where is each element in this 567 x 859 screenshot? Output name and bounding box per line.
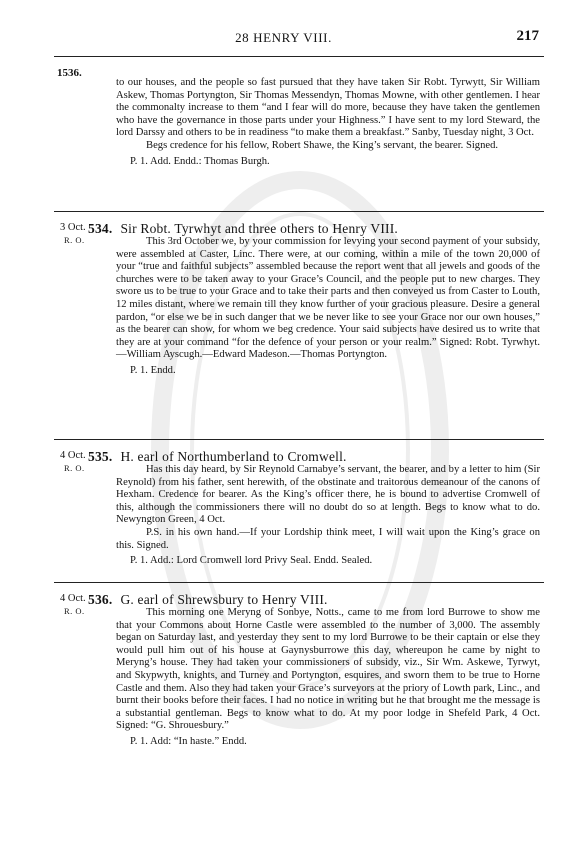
entry-heading: G. earl of Shrewsbury to Henry VIII. [120, 592, 328, 607]
entry-536 [88, 592, 540, 749]
entry-body: This 3rd October we, by your commission for levying your second payment of your subsidy, were assembled at Caster, Linc. There were, at our coming, within a mile of the town 20,000 of your “true and faithful subjects” assembled because the report went that all jewels and goods of the churches were to be taken away to your Grace’s Council, and the people put to new charges. They swore us to be true to your Grace and to take their parts and then conveyed us from Caster to Louth, 12 miles distant, where we remain till they know further of your gracious pleasure. Desire a general pardon, “or else we be in such danger that we be never like to see your Grace nor our own houses,” as the bearer can show, for whom we beg credence. Your said subjects have desired us to write that they are at your command “for the defence of your person or your realm.” Signed: Robt. Tyrwhyt.—William Ayscugh.—Edward Madeson.—Thomas Portyngton. [116, 236, 540, 361]
entry-535 [88, 449, 540, 568]
entry-body: This morning one Meryng of Sonbye, Notts., came to me from lord Burrowe to show me that your Commons about Horne Castle were assembled to the number of 3,000. The assembly began on Saturday last, and yesterday they sent to my lord Burrowe to be their captain or else they would pull him out of his house at Gaynysburrowe this day, whereupon he came by night to Meryng’s house. They had taken your commissioners of subsidy, viz., Sir Wm. Askewe, Tyrwyt, and Skypwyth, knights, and Turney and Portyngton, esquires, and sworn them to be true to Horne Castle and them. Also they had taken your Grace’s surveyors at the priory of Lowth park, Linc., and burnt their books before their faces. I had no notice in writing but he that brought me the message is a substantial gentleman. Begs to know what to do. At my poor lodge in Shefeld Park, 4 Oct. Signed: “G. Shrouesbury.” [116, 607, 540, 732]
entry-source: R. O. [64, 235, 85, 245]
entry-heading: H. earl of Northumberland to Cromwell. [120, 449, 347, 464]
running-head: 28 HENRY VIII. [235, 30, 332, 45]
entry-date: 3 Oct. [60, 222, 86, 233]
year-marker: 1536. [57, 67, 82, 79]
continuation-credence: Begs credence for his fellow, Robert Shawe, the King’s servant, the bearer. Signed. [146, 139, 499, 151]
entry-source: R. O. [64, 606, 85, 616]
page-header [0, 30, 567, 50]
entry-footer: P. 1. Endd. [130, 364, 176, 376]
entry-title [88, 592, 540, 607]
entry-534 [88, 221, 540, 378]
entry-body: Has this day heard, by Sir Reynold Carnabye’s servant, the bearer, and by a letter to him (Sir Reynold) from his father, sent herewith, of the obstinate and traitorous demeanour of the canons of Hexham. Credence for bearer. As the King’s officer there, he is bound to advertise Cromwell of this, although the commissioners there will no doubt do so at length. Begs to know what to do. Newyngton Green, 4 Oct. [116, 464, 540, 526]
entry-date: 4 Oct. [60, 593, 86, 604]
entry-number: 535. [88, 449, 113, 464]
continuation-block [116, 77, 540, 168]
entry-date: 4 Oct. [60, 450, 86, 461]
entry-number: 536. [88, 592, 113, 607]
entry-separator [54, 439, 544, 440]
continuation-footer: P. 1. Add. Endd.: Thomas Burgh. [130, 155, 270, 167]
entry-title [88, 221, 540, 236]
entry-source: R. O. [64, 463, 85, 473]
entry-536-margin [60, 593, 86, 617]
entry-separator [54, 211, 544, 212]
page-number: 217 [516, 28, 539, 44]
entry-footer: P. 1. Add.: Lord Cromwell lord Privy Seal. Endd. Sealed. [130, 555, 373, 567]
entry-footer: P. 1. Add: “In haste.” Endd. [130, 735, 247, 747]
entry-title [88, 449, 540, 464]
continuation-text: to our houses, and the people so fast pursued that they have taken Sir Robt. Tyrwytt, Sir William Askew, Thomas Portyngton, Sir Thomas Messendyn, Thomas Mowne, with other gentlemen. I hear the commonalty increase to them “and I fear will do more, because they have taken the gentlemen who have the governance in those parts under your Highness.” I have sent to my lord Steward, the lord Darssy and others to be in readiness “to make them a breakfast.” Sanby, Tuesday night, 3 Oct. [116, 77, 540, 139]
entry-heading: Sir Robt. Tyrwhyt and three others to Henry VIII. [120, 221, 398, 236]
header-rule [54, 56, 544, 57]
entry-postscript: P.S. in his own hand.—If your Lordship think meet, I will wait upon the King’s grace on this. Signed. [116, 526, 540, 551]
entry-number: 534. [88, 221, 113, 236]
entry-535-margin [60, 450, 86, 474]
entry-534-margin [60, 222, 86, 246]
entry-separator [54, 582, 544, 583]
